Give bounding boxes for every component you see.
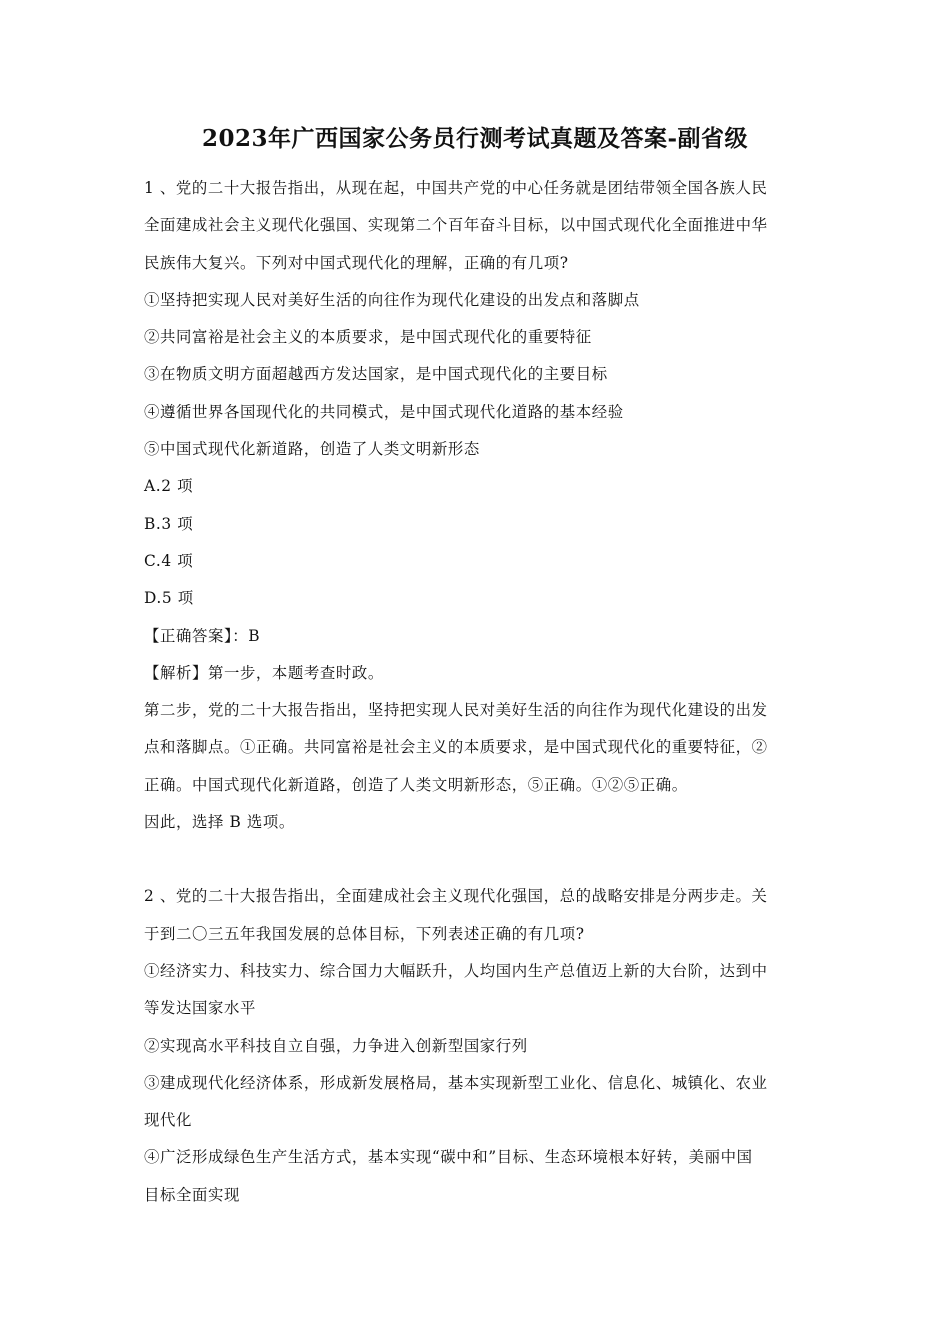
statement-line: ②实现高水平科技自立自强，力争进入创新型国家行列	[144, 1036, 528, 1055]
question-stem-line: 民族伟大复兴。下列对中国式现代化的理解，正确的有几项?	[144, 253, 569, 272]
option-d: D.5 项	[144, 589, 194, 608]
statement-5: ⑤中国式现代化新道路，创造了人类文明新形态	[144, 440, 480, 459]
question-stem-line: 于到二〇三五年我国发展的总体目标，下列表述正确的有几项?	[144, 924, 585, 943]
question-2	[144, 878, 808, 1214]
statement-3: ③在物质文明方面超越西方发达国家，是中国式现代化的主要目标	[144, 365, 608, 384]
analysis-line: 第二步，党的二十大报告指出，坚持把实现人民对美好生活的向往作为现代化建设的出发	[144, 701, 768, 720]
statement-line: ①经济实力、科技实力、综合国力大幅跃升，人均国内生产总值迈上新的大台阶，达到中	[144, 961, 768, 980]
statement-2: ②共同富裕是社会主义的本质要求，是中国式现代化的重要特征	[144, 328, 592, 347]
analysis-line: 正确。中国式现代化新道路，创造了人类文明新形态，⑤正确。①②⑤正确。	[144, 775, 688, 794]
correct-answer: 【正确答案】：B	[144, 626, 261, 645]
document-title: 2023年广西国家公务员行测考试真题及答案-副省级	[201, 125, 749, 152]
analysis-line: 【解析】第一步，本题考查时政。	[144, 663, 384, 682]
option-c: C.4 项	[144, 551, 194, 570]
statement-line: 等发达国家水平	[144, 999, 256, 1018]
statement-line: ④广泛形成绿色生产生活方式，基本实现“碳中和”目标、生态环境根本好转，美丽中国	[144, 1148, 753, 1167]
option-a: A.2 项	[144, 477, 194, 496]
statement-4: ④遵循世界各国现代化的共同模式，是中国式现代化道路的基本经验	[144, 402, 624, 421]
question-stem-line: 1 、党的二十大报告指出，从现在起，中国共产党的中心任务就是团结带领全国各族人民	[144, 179, 768, 197]
question-spacer	[144, 841, 808, 878]
question-stem-line: 全面建成社会主义现代化强国、实现第二个百年奋斗目标，以中国式现代化全面推进中华	[144, 216, 768, 235]
question-stem-line: 2 、党的二十大报告指出，全面建成社会主义现代化强国，总的战略安排是分两步走。关	[144, 887, 768, 906]
statement-1: ①坚持把实现人民对美好生活的向往作为现代化建设的出发点和落脚点	[144, 290, 640, 309]
statement-line: ③建成现代化经济体系，形成新发展格局，基本实现新型工业化、信息化、城镇化、农业	[144, 1073, 768, 1092]
document-body	[144, 170, 808, 1214]
option-b: B.3 项	[144, 514, 194, 533]
analysis-line: 点和落脚点。①正确。共同富裕是社会主义的本质要求，是中国式现代化的重要特征，②	[144, 738, 768, 757]
statement-line: 目标全面实现	[144, 1185, 240, 1204]
analysis-line: 因此，选择 B 选项。	[144, 813, 295, 832]
question-1	[144, 170, 808, 841]
statement-line: 现代化	[144, 1111, 192, 1130]
